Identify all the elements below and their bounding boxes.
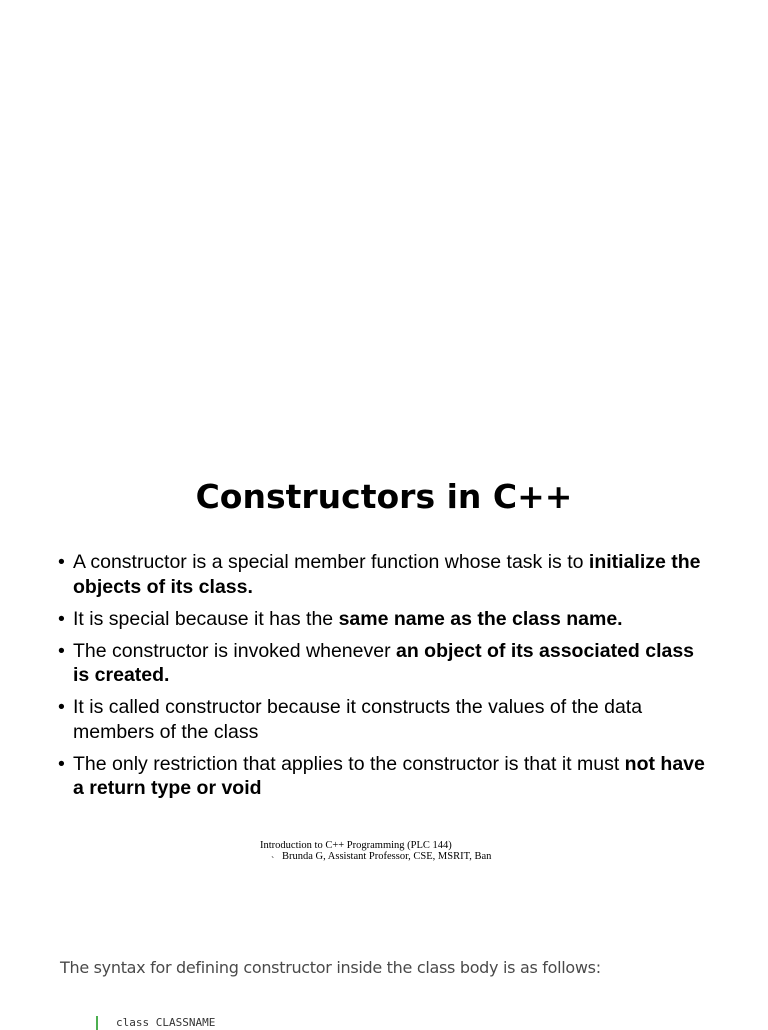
bullet-bold-text: same name as the class name. [338,607,623,630]
slide-title: Constructors in C++ [195,477,573,516]
bullet-bold-text: initialize the objects of its class. [73,551,701,598]
code-first-line: class CLASSNAME [116,1016,216,1029]
bullet-text: The constructor is invoked whenever [73,639,396,662]
footer-author: Brunda G, Assistant Professor, CSE, MSRIT, Ban [282,851,492,862]
bullet-text: It is called constructor because it constructs the values of the data members of the class [73,696,643,743]
code-snippet [80,1016,215,1030]
bullet-item [58,607,708,632]
syntax-intro-text: The syntax for defining constructor inside the class body is as follows: [60,958,601,977]
bullet-item [58,639,708,688]
bullet-item [58,550,708,599]
code-gutter-bar [96,1016,98,1030]
bullet-text: It is special because it has the [73,607,339,630]
bullet-dot: • [58,607,65,630]
footer-course-title: Introduction to C++ Programming (PLC 144) [260,840,452,851]
bullet-dot: • [58,639,65,662]
bullet-bold-text: an object of its associated class is created. [73,639,695,686]
bullet-dot: • [58,551,65,573]
bullet-dot: • [58,696,65,718]
bullet-text: The only restriction that applies to the constructor is that it must [73,752,625,775]
bullet-list [58,550,708,808]
bullet-bold-text: not have a return type or void [73,752,705,799]
bullet-item [58,695,708,744]
bullet-item [58,752,708,801]
bullet-text: A constructor is a special member function whose task is to [73,551,589,573]
footer-mark: ` [271,856,275,867]
bullet-dot: • [58,752,65,775]
